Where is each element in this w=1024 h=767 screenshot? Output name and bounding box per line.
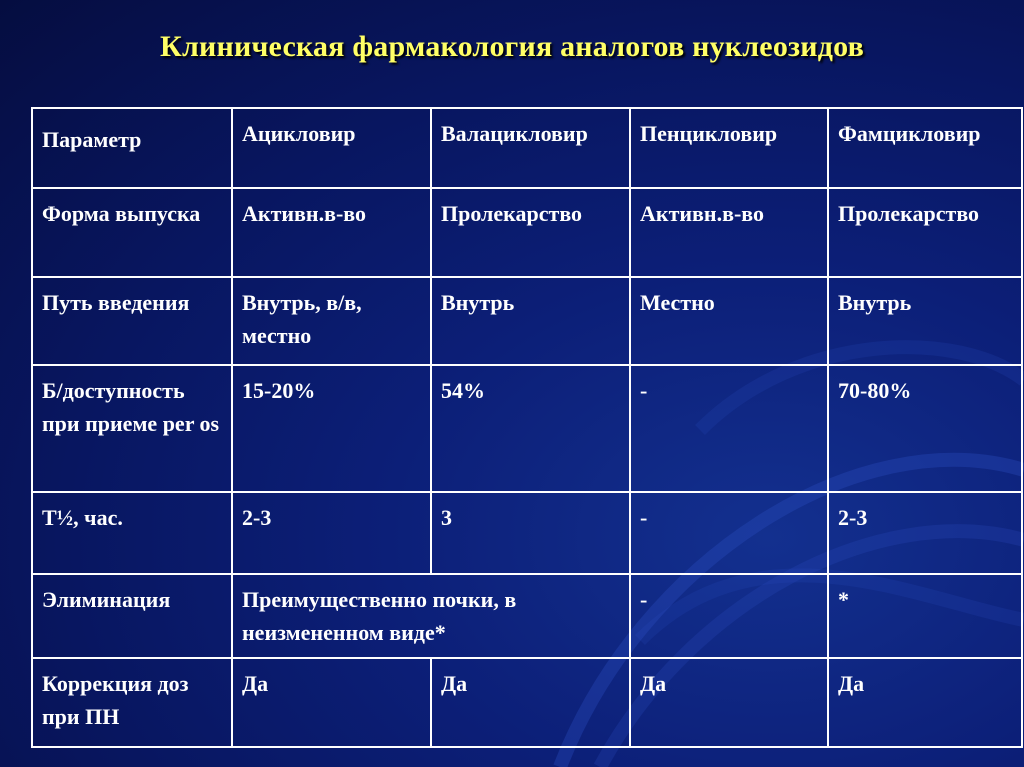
header-cell-parameter: Параметр xyxy=(32,108,232,188)
table-cell: 2-3 xyxy=(828,492,1022,574)
table-cell: - xyxy=(630,574,828,658)
table-cell: - xyxy=(630,492,828,574)
header-cell-famciclovir: Фамцикловир xyxy=(828,108,1022,188)
row-label-bioavailability: Б/доступность при приеме per os xyxy=(32,365,232,492)
row-label-route: Путь введения xyxy=(32,277,232,365)
table-cell-merged: Преимущественно почки, в неизмененном виде* xyxy=(232,574,630,658)
table-cell: * xyxy=(828,574,1022,658)
header-cell-valacyclovir: Валацикловир xyxy=(431,108,630,188)
table-cell: Пролекарство xyxy=(431,188,630,277)
table-cell: Местно xyxy=(630,277,828,365)
table-row xyxy=(32,574,1022,658)
table-row xyxy=(32,658,1022,747)
table-cell: Внутрь xyxy=(431,277,630,365)
table-cell: Да xyxy=(828,658,1022,747)
table-cell: 54% xyxy=(431,365,630,492)
table-row xyxy=(32,492,1022,574)
table-cell: Внутрь xyxy=(828,277,1022,365)
table-cell: Активн.в-во xyxy=(630,188,828,277)
table-cell: Да xyxy=(431,658,630,747)
table-cell: - xyxy=(630,365,828,492)
table-cell: 3 xyxy=(431,492,630,574)
row-label-release-form: Форма выпуска xyxy=(32,188,232,277)
table-cell: Да xyxy=(232,658,431,747)
table-cell: Пролекарство xyxy=(828,188,1022,277)
comparison-table xyxy=(31,107,1023,748)
row-label-dose-correction: Коррекция доз при ПН xyxy=(32,658,232,747)
slide-title: Клиническая фармакология аналогов нуклеозидов xyxy=(160,30,864,63)
table-cell: 2-3 xyxy=(232,492,431,574)
row-label-half-life: T½, час. xyxy=(32,492,232,574)
table-cell: 15-20% xyxy=(232,365,431,492)
table-cell: Да xyxy=(630,658,828,747)
table-row xyxy=(32,365,1022,492)
table-row xyxy=(32,188,1022,277)
table-cell: Активн.в-во xyxy=(232,188,431,277)
table-cell: Внутрь, в/в, местно xyxy=(232,277,431,365)
row-label-elimination: Элиминация xyxy=(32,574,232,658)
table-cell: 70-80% xyxy=(828,365,1022,492)
header-cell-acyclovir: Ацикловир xyxy=(232,108,431,188)
header-cell-penciclovir: Пенцикловир xyxy=(630,108,828,188)
table-row xyxy=(32,277,1022,365)
table-header-row xyxy=(32,108,1022,188)
